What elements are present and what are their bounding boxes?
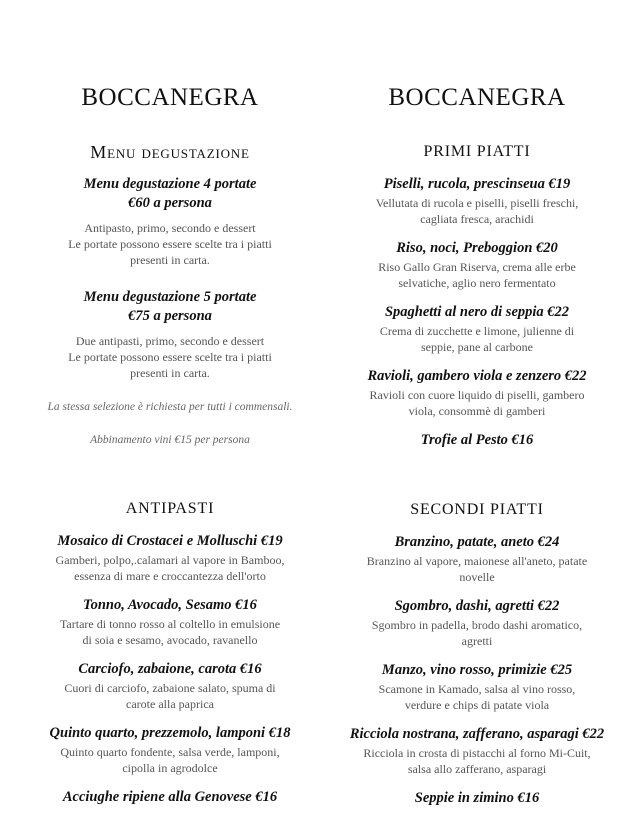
dish-title: Quinto quarto, prezzemolo, lamponi €18 bbox=[49, 725, 291, 741]
restaurant-name: BOCCANEGRA bbox=[388, 84, 566, 111]
description-line: Branzino al vapore, maionese all'aneto, patate bbox=[366, 554, 588, 568]
dish-description bbox=[20, 552, 320, 584]
wine-pairing-note: Abbinamento vini €15 per persona bbox=[90, 434, 250, 446]
dish-title: Acciughe ripiene alla Genovese €16 bbox=[62, 789, 278, 805]
description-line: cagliata fresca, arachidi bbox=[420, 212, 534, 226]
description-line: Ricciola in crosta di pistacchi al forno Mi-Cuit, bbox=[363, 746, 591, 760]
description-line: carote alla paprica bbox=[126, 697, 214, 711]
description-line: Vellutata di rucola e piselli, piselli freschi, bbox=[375, 196, 579, 210]
dish-title: Ravioli, gambero viola e zenzero €22 bbox=[367, 368, 587, 384]
description-line: selvatiche, aglio nero fermentato bbox=[398, 276, 556, 290]
description-line: presenti in carta. bbox=[130, 366, 210, 380]
description-line: Le portate possono essere scelte tra i piatti bbox=[68, 350, 272, 364]
description-line: Sgombro in padella, brodo dashi aromatico, bbox=[371, 618, 583, 632]
dish-title: Sgombro, dashi, agretti €22 bbox=[394, 598, 560, 614]
dish-title: Piselli, rucola, prescinseua €19 bbox=[383, 176, 571, 192]
description-line: Riso Gallo Gran Riserva, crema alle erbe bbox=[378, 260, 576, 274]
dish-description bbox=[327, 745, 627, 777]
description-line: Le portate possono essere scelte tra i piatti bbox=[68, 237, 272, 251]
menu-item bbox=[20, 724, 320, 776]
menu-item bbox=[20, 596, 320, 648]
menu-item bbox=[327, 789, 627, 808]
dish-description bbox=[327, 195, 627, 227]
dish-description bbox=[20, 744, 320, 776]
section-heading: ANTIPASTI bbox=[125, 500, 215, 517]
dish-title: Carciofo, zabaione, carota €16 bbox=[78, 661, 262, 677]
menu-item bbox=[327, 533, 627, 585]
section-heading: PRIMI PIATTI bbox=[423, 143, 531, 160]
menu-item bbox=[327, 367, 627, 419]
dish-title: Seppie in zimino €16 bbox=[414, 790, 540, 806]
menu-item bbox=[327, 175, 627, 227]
dish-title: Manzo, vino rosso, primizie €25 bbox=[381, 662, 573, 678]
description-line: Antipasto, primo, secondo e dessert bbox=[84, 221, 256, 235]
antipasti-section bbox=[20, 500, 320, 819]
dish-title: Riso, noci, Preboggion €20 bbox=[396, 240, 558, 256]
description-line: viola, consommè di gamberi bbox=[408, 404, 546, 418]
description-line: seppie, pane al carbone bbox=[421, 340, 533, 354]
selection-note: La stessa selezione è richiesta per tutti i commensali. bbox=[47, 401, 293, 413]
primi-section bbox=[327, 143, 627, 462]
menu-item bbox=[327, 597, 627, 649]
dish-description bbox=[327, 553, 627, 585]
description-line: Cuori di carciofo, zabaione salato, spuma di bbox=[64, 681, 276, 695]
tasting-menu-description bbox=[20, 333, 320, 381]
description-line: Due antipasti, primo, secondo e dessert bbox=[75, 334, 265, 348]
dish-title: Trofie al Pesto €16 bbox=[420, 432, 534, 448]
tasting-menu-name: Menu degustazione 5 portate bbox=[83, 289, 257, 305]
dish-description bbox=[327, 387, 627, 419]
description-line: di soia e sesamo, avocado, ravanello bbox=[82, 633, 258, 647]
secondi-section bbox=[327, 501, 627, 820]
description-line: Ravioli con cuore liquido di piselli, gambero bbox=[369, 388, 585, 402]
description-line: essenza di mare e croccantezza dell'orto bbox=[74, 569, 266, 583]
dish-title: Branzino, patate, aneto €24 bbox=[394, 534, 560, 550]
section-heading: Menu degustazione bbox=[90, 142, 250, 162]
tasting-menu bbox=[20, 175, 320, 268]
tasting-menu-title bbox=[20, 175, 320, 213]
restaurant-name: BOCCANEGRA bbox=[81, 84, 259, 111]
tasting-menu bbox=[20, 288, 320, 381]
menu-item bbox=[327, 303, 627, 355]
tasting-menu-name: Menu degustazione 4 portate bbox=[83, 176, 257, 192]
dish-description bbox=[20, 680, 320, 712]
menu-item bbox=[327, 431, 627, 450]
menu-item bbox=[20, 532, 320, 584]
dish-title: Tonno, Avocado, Sesamo €16 bbox=[83, 597, 257, 613]
dish-description bbox=[20, 616, 320, 648]
section-heading: SECONDI PIATTI bbox=[410, 501, 544, 518]
menu-item bbox=[20, 660, 320, 712]
description-line: novelle bbox=[459, 570, 495, 584]
menu-item bbox=[20, 788, 320, 807]
description-line: agretti bbox=[461, 634, 493, 648]
description-line: Gamberi, polpo,.calamari al vapore in Bamboo, bbox=[55, 553, 285, 567]
description-line: Tartare di tonno rosso al coltello in emulsione bbox=[59, 617, 281, 631]
menu-item bbox=[327, 725, 627, 777]
degustazione-section bbox=[20, 143, 320, 448]
tasting-menu-price: €60 a persona bbox=[128, 195, 212, 211]
dish-description bbox=[327, 259, 627, 291]
dish-description bbox=[327, 617, 627, 649]
dish-title: Spaghetti al nero di seppia €22 bbox=[384, 304, 570, 320]
description-line: presenti in carta. bbox=[130, 253, 210, 267]
dish-title: Mosaico di Crostacei e Molluschi €19 bbox=[57, 533, 283, 549]
description-line: verdure e chips di patate viola bbox=[404, 698, 550, 712]
description-line: Quinto quarto fondente, salsa verde, lamponi, bbox=[60, 745, 280, 759]
menu-item bbox=[327, 239, 627, 291]
tasting-menu-description bbox=[20, 220, 320, 268]
description-line: cipolla in agrodolce bbox=[122, 761, 218, 775]
dish-description bbox=[327, 681, 627, 713]
description-line: Crema di zucchette e limone, julienne di bbox=[379, 324, 575, 338]
menu-item bbox=[327, 661, 627, 713]
tasting-menu-price: €75 a persona bbox=[128, 308, 212, 324]
description-line: Scamone in Kamado, salsa al vino rosso, bbox=[378, 682, 576, 696]
description-line: salsa allo zafferano, asparagi bbox=[407, 762, 547, 776]
dish-title: Ricciola nostrana, zafferano, asparagi €22 bbox=[349, 726, 605, 742]
tasting-menu-title bbox=[20, 288, 320, 326]
dish-description bbox=[327, 323, 627, 355]
